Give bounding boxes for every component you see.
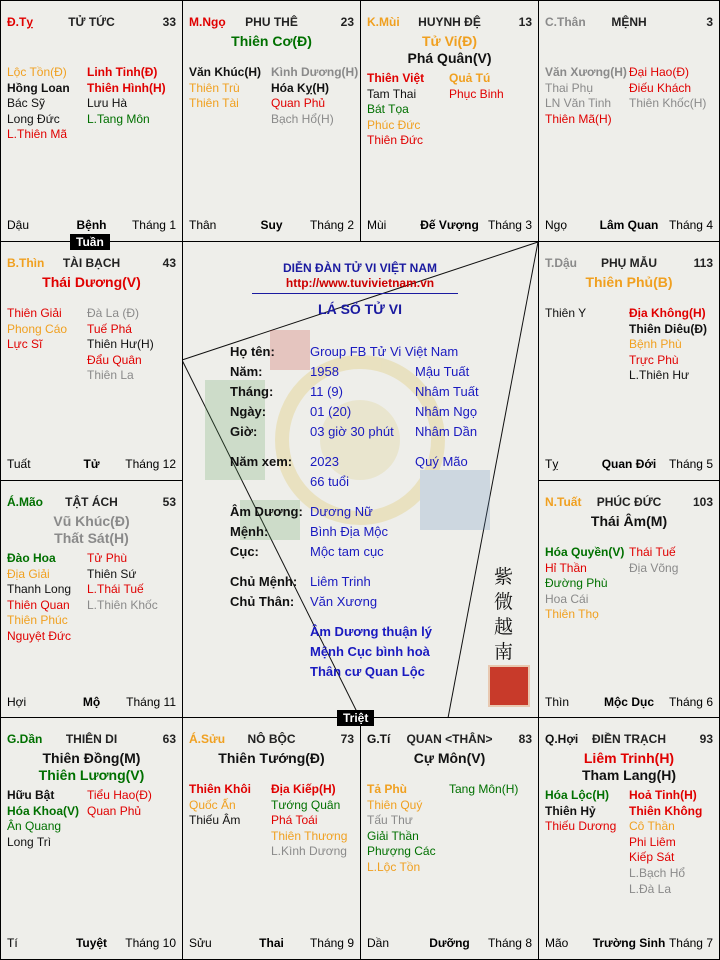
- minor-star: Phong Cáo: [7, 321, 68, 336]
- palace-can-chi: Á.Mão: [7, 495, 43, 509]
- minor-star: Thiên Diêu(Đ): [629, 321, 707, 336]
- minor-star: Hỉ Thần: [545, 560, 587, 575]
- palace-can-chi: B.Thìn: [7, 256, 45, 270]
- site-name: DIỄN ĐÀN TỬ VI VIỆT NAM: [283, 261, 437, 275]
- info-value: 1958: [310, 364, 339, 379]
- minor-star: Đẩu Quân: [87, 352, 142, 367]
- minor-star: L.Thiên Mã: [7, 127, 68, 142]
- palace-number: 103: [692, 495, 713, 509]
- minor-star: Phục Binh: [449, 86, 504, 101]
- info-value: Dương Nữ: [310, 504, 373, 519]
- palace-mui: [360, 0, 539, 242]
- main-star: Thiên Tướng(Đ): [218, 750, 325, 766]
- month-label: Tháng 7: [668, 936, 713, 950]
- seal-character: 紫: [494, 566, 514, 588]
- palace-footer: [367, 936, 532, 951]
- palace-footer: [545, 457, 713, 472]
- minor-star: L.Thiên Khốc: [87, 597, 158, 612]
- palace-hoi: [538, 717, 720, 960]
- palace-tuat: [538, 480, 720, 719]
- left-star-list: [7, 788, 79, 850]
- left-star-list: [545, 788, 616, 835]
- minor-star: Thiên Việt: [367, 71, 425, 85]
- minor-star: Nguyệt Đức: [7, 628, 72, 643]
- info-value-can-chi: Nhâm Tuất: [415, 384, 479, 399]
- info-value: Liêm Trinh: [310, 574, 371, 589]
- minor-star: L.Bạch Hổ: [629, 865, 686, 880]
- palace-number: 43: [162, 256, 176, 270]
- palace-number: 33: [162, 15, 176, 29]
- palace-can-chi: Á.Sửu: [189, 732, 226, 746]
- summary-line: Âm Dương thuận lý: [310, 624, 432, 639]
- minor-star: Thiên Y: [545, 306, 587, 320]
- palace-name: MỆNH: [611, 15, 647, 29]
- minor-star: Lực Sĩ: [7, 337, 43, 352]
- palace-number: 63: [162, 732, 176, 746]
- palace-name: TỬ TỨC: [68, 15, 115, 29]
- main-star: Thái Âm(M): [590, 513, 668, 529]
- seal-character: 南: [494, 641, 514, 663]
- info-value: 66 tuổi: [310, 474, 350, 489]
- palace-number: 13: [518, 15, 532, 29]
- left-star-list: [7, 551, 71, 645]
- palace-header: [367, 732, 532, 748]
- minor-star: Địa Giải: [7, 566, 50, 581]
- minor-star: Quan Phủ: [271, 96, 326, 111]
- palace-footer: [7, 457, 176, 472]
- url-divider: [252, 293, 458, 294]
- palace-ti: [360, 717, 539, 960]
- minor-star: Quả Tú: [449, 71, 491, 85]
- main-star: Thiên Đồng(M): [42, 750, 141, 766]
- life-stage: Trường Sinh: [592, 936, 666, 950]
- palace-can-chi: N.Tuất: [545, 495, 582, 509]
- main-star: Cự Môn(V): [413, 750, 486, 766]
- info-label: Tháng:: [230, 384, 274, 399]
- minor-star: Đà La (Đ): [87, 306, 140, 320]
- minor-star: Quốc Ấn: [189, 797, 236, 812]
- minor-star: Tấu Thư: [367, 813, 413, 828]
- site-url[interactable]: http://www.tuvivietnam.vn: [285, 276, 435, 290]
- triet-tag: Triệt: [337, 710, 374, 726]
- minor-star: Thiên Đức: [367, 133, 424, 148]
- palace-can-chi: G.Tí: [367, 732, 391, 746]
- branch-label: Thìn: [545, 695, 570, 709]
- palace-name: HUYNH ĐỆ: [418, 15, 481, 29]
- palace-ngo: [182, 0, 361, 242]
- palace-can-chi: Q.Hợi: [545, 732, 579, 746]
- minor-star: Văn Xương(H): [545, 65, 627, 79]
- minor-star: Thiếu Dương: [545, 819, 617, 834]
- right-star-list: [629, 788, 702, 897]
- palace-footer: [545, 695, 713, 710]
- minor-star: Hữu Bật: [7, 788, 55, 802]
- right-star-list: [271, 782, 347, 860]
- month-label: Tháng 4: [668, 218, 713, 232]
- palace-name: TẬT ÁCH: [65, 495, 118, 509]
- minor-star: Hồng Loan: [7, 80, 70, 95]
- palace-number: 83: [518, 732, 532, 746]
- minor-star: Bác Sỹ: [7, 96, 46, 111]
- left-star-list: [7, 65, 70, 143]
- minor-star: Hóa Khoa(V): [7, 803, 79, 818]
- palace-can-chi: Đ.Tỵ: [7, 15, 34, 29]
- minor-star: Phi Liêm: [629, 834, 676, 849]
- info-label: Năm xem:: [230, 454, 293, 469]
- left-star-list: [367, 782, 436, 876]
- palace-name: PHỤ MẪU: [601, 256, 657, 270]
- minor-star: Trực Phù: [629, 352, 679, 367]
- info-label: Cục:: [230, 544, 259, 559]
- minor-star: L.Kình Dương: [271, 844, 347, 859]
- seal-stamp-icon: [488, 665, 530, 707]
- palace-name: NÔ BỘC: [247, 732, 296, 746]
- palace-number: 73: [340, 732, 354, 746]
- minor-star: Quan Phủ: [87, 803, 142, 818]
- info-label: Năm:: [230, 364, 263, 379]
- main-star: Vũ Khúc(Đ): [53, 513, 130, 529]
- minor-star: Long Trì: [7, 834, 52, 849]
- minor-star: Thiên Thương: [271, 828, 348, 843]
- info-label: Mệnh:: [230, 524, 269, 539]
- info-label: Chủ Thân:: [230, 594, 295, 609]
- minor-star: Thiên Khôi: [189, 782, 251, 796]
- palace-mao: [0, 480, 183, 719]
- branch-label: Tỵ: [545, 457, 559, 471]
- palace-header: [7, 732, 176, 748]
- minor-star: Hoa Cái: [545, 591, 589, 606]
- minor-star: Thiên Sứ: [87, 566, 137, 581]
- palace-name: TÀI BẠCH: [62, 256, 121, 270]
- palace-dan: [0, 717, 183, 960]
- minor-star: Thanh Long: [7, 582, 72, 597]
- month-label: Tháng 2: [309, 218, 354, 232]
- palace-name: ĐIỀN TRẠCH: [592, 732, 666, 746]
- palace-suu: [182, 717, 361, 960]
- right-star-list: [271, 65, 358, 127]
- life-stage: Lâm Quan: [599, 218, 659, 232]
- branch-label: Tuất: [7, 457, 31, 471]
- branch-label: Tí: [7, 936, 18, 950]
- palace-footer: [545, 218, 713, 233]
- info-label: Âm Dương:: [230, 504, 303, 519]
- minor-star: Hóa Kỵ(H): [271, 80, 330, 95]
- minor-star: Thiên Tài: [189, 96, 239, 111]
- minor-star: L.Đà La: [629, 881, 672, 896]
- minor-star: Địa Võng: [629, 560, 679, 575]
- life-stage: Dưỡng: [429, 936, 470, 950]
- minor-star: Đại Hao(Đ): [629, 65, 690, 79]
- palace-footer: [189, 936, 354, 951]
- minor-star: Thiên Hư(H): [87, 337, 154, 352]
- minor-star: Thiên Giải: [7, 306, 62, 320]
- minor-star: L.Thiên Hư: [629, 368, 690, 383]
- minor-star: Phượng Các: [367, 844, 436, 859]
- palace-number: 3: [706, 15, 713, 29]
- minor-star: Phá Toái: [271, 813, 318, 828]
- minor-star: Địa Không(H): [629, 306, 706, 320]
- minor-star: Thiên Trù: [189, 80, 240, 95]
- left-star-list: [189, 782, 251, 829]
- info-value: Group FB Tử Vi Việt Nam: [310, 344, 459, 359]
- minor-star: Thiên Không: [629, 803, 703, 818]
- info-value-can-chi: Mậu Tuất: [415, 364, 470, 379]
- minor-star: Thiên Quan: [7, 597, 70, 612]
- right-star-list: [629, 306, 707, 384]
- info-value: Mộc tam cục: [310, 544, 384, 559]
- minor-star: Tiểu Hao(Đ): [87, 788, 152, 802]
- summary-line: Thân cư Quan Lộc: [310, 664, 425, 679]
- month-label: Tháng 9: [309, 936, 354, 950]
- month-label: Tháng 8: [487, 936, 532, 950]
- right-star-list: [629, 545, 678, 576]
- minor-star: Tuế Phá: [87, 321, 132, 336]
- palace-header: [7, 495, 176, 511]
- minor-star: Thiên Hỷ: [545, 803, 596, 818]
- palace-name: PHÚC ĐỨC: [596, 495, 662, 509]
- minor-star: Bệnh Phù: [629, 337, 682, 352]
- palace-dau: [538, 241, 720, 481]
- branch-label: Dậu: [7, 218, 30, 232]
- minor-star: Cô Thần: [629, 819, 675, 834]
- branch-label: Hợi: [7, 695, 27, 709]
- minor-star: Thiếu Âm: [189, 813, 241, 828]
- palace-header: [367, 15, 532, 31]
- palace-footer: [7, 936, 176, 951]
- month-label: Tháng 5: [668, 457, 713, 471]
- palace-name: QUAN <THÂN>: [406, 732, 493, 746]
- palace-header: [189, 732, 354, 748]
- month-label: Tháng 11: [126, 695, 176, 709]
- month-label: Tháng 10: [125, 936, 176, 950]
- main-star: Tham Lang(H): [581, 767, 677, 783]
- palace-header: [189, 15, 354, 31]
- minor-star: Tướng Quân: [271, 797, 341, 812]
- minor-star: Thiên La: [87, 368, 134, 383]
- palace-than: [538, 0, 720, 242]
- palace-header: [545, 256, 713, 272]
- minor-star: Địa Kiếp(H): [271, 782, 336, 796]
- left-star-list: [545, 65, 627, 127]
- left-star-list: [7, 306, 67, 353]
- palace-can-chi: K.Mùi: [367, 15, 400, 29]
- minor-star: Linh Tinh(Đ): [87, 65, 158, 79]
- minor-star: Tam Thai: [367, 86, 417, 101]
- info-value: 01 (20): [310, 404, 352, 419]
- palace-number: 93: [699, 732, 713, 746]
- palace-header: [7, 15, 176, 31]
- info-value-can-chi: Nhâm Ngọ: [415, 404, 478, 419]
- info-label: Ngày:: [230, 404, 267, 419]
- minor-star: Điếu Khách: [629, 80, 692, 95]
- palace-header: [7, 256, 176, 272]
- life-stage: Đế Vượng: [420, 218, 479, 232]
- minor-star: Thai Phụ: [545, 80, 594, 95]
- palace-footer: [7, 695, 176, 710]
- tuan-tag: Tuần: [70, 234, 110, 250]
- life-stage: Tuyệt: [75, 936, 108, 950]
- branch-label: Sửu: [189, 936, 212, 950]
- right-star-list: [449, 782, 518, 798]
- info-value: Văn Xương: [310, 594, 378, 609]
- palace-footer: [189, 218, 354, 233]
- palace-number: 113: [693, 256, 713, 270]
- right-star-list: [87, 551, 158, 613]
- info-value: 03 giờ 30 phút: [310, 424, 394, 439]
- minor-star: Giải Thần: [367, 828, 419, 843]
- minor-star: Long Đức: [7, 111, 60, 126]
- palace-footer: [367, 218, 532, 233]
- palace-header: [545, 15, 713, 31]
- chart-title: LÁ SỐ TỬ VI: [318, 301, 402, 317]
- minor-star: Lưu Hà: [87, 96, 128, 111]
- life-stage: Thai: [259, 936, 284, 950]
- right-star-list: [629, 65, 706, 112]
- summary-line: Mệnh Cục bình hoà: [310, 644, 430, 659]
- main-star: Thiên Cơ(Đ): [231, 33, 312, 49]
- info-value-can-chi: Nhâm Dần: [415, 424, 478, 439]
- minor-star: Đào Hoa: [7, 551, 56, 565]
- minor-star: Kình Dương(H): [271, 65, 359, 79]
- palace-footer: [545, 936, 713, 951]
- minor-star: Thái Tuế: [629, 545, 676, 559]
- seal-character: 微: [494, 591, 514, 613]
- info-value-can-chi: Quý Mão: [415, 454, 468, 469]
- main-star: Thiên Lương(V): [38, 767, 145, 783]
- life-stage: Mộc Dục: [603, 695, 654, 709]
- info-label: Giờ:: [230, 424, 258, 439]
- life-stage: Bệnh: [76, 218, 107, 232]
- center-info-panel: [182, 242, 538, 718]
- info-label: Chủ Mệnh:: [230, 574, 298, 589]
- minor-star: Thiên Khốc(H): [629, 96, 707, 111]
- palace-ty: [0, 0, 183, 242]
- left-star-list: [545, 545, 624, 623]
- minor-star: Phúc Đức: [367, 117, 421, 132]
- branch-label: Dần: [367, 936, 390, 950]
- minor-star: L.Lộc Tồn: [367, 859, 421, 874]
- branch-label: Thân: [189, 218, 217, 232]
- palace-name: THIÊN DI: [65, 732, 118, 746]
- minor-star: Tử Phù: [87, 551, 128, 565]
- minor-star: Bạch Hổ(H): [271, 111, 334, 126]
- palace-can-chi: C.Thân: [545, 15, 586, 29]
- minor-star: Hóa Lộc(H): [545, 788, 609, 802]
- month-label: Tháng 12: [125, 457, 176, 471]
- minor-star: Thiên Mã(H): [545, 111, 612, 126]
- left-star-list: [189, 65, 261, 112]
- life-stage: Suy: [260, 218, 283, 232]
- month-label: Tháng 6: [668, 695, 713, 709]
- main-star: Phá Quân(V): [407, 50, 492, 66]
- minor-star: Hoả Tinh(H): [629, 788, 697, 802]
- minor-star: Thiên Thọ: [545, 607, 599, 622]
- right-star-list: [87, 306, 154, 384]
- main-star: Liêm Trinh(H): [583, 750, 675, 766]
- info-value: 2023: [310, 454, 339, 469]
- left-star-list: [367, 71, 424, 149]
- info-value: Bình Địa Mộc: [310, 524, 389, 539]
- palace-header: [545, 495, 713, 511]
- minor-star: Ân Quang: [7, 819, 62, 834]
- palace-can-chi: M.Ngọ: [189, 15, 226, 29]
- life-stage: Mộ: [82, 695, 101, 709]
- right-star-list: [87, 788, 152, 819]
- branch-label: Mão: [545, 936, 569, 950]
- life-stage: Tử: [83, 457, 100, 471]
- palace-footer: [7, 218, 176, 233]
- main-star: Thái Dương(V): [42, 274, 141, 290]
- month-label: Tháng 3: [487, 218, 532, 232]
- palace-can-chi: G.Dần: [7, 732, 43, 746]
- minor-star: Bát Tọa: [367, 102, 409, 117]
- minor-star: Kiếp Sát: [629, 850, 675, 865]
- minor-star: Tả Phù: [367, 782, 408, 796]
- palace-can-chi: T.Dậu: [545, 256, 578, 270]
- left-star-list: [545, 306, 586, 322]
- minor-star: Văn Khúc(H): [189, 65, 261, 79]
- info-value: 11 (9): [310, 384, 343, 399]
- minor-star: Hóa Quyền(V): [545, 545, 625, 559]
- right-star-list: [87, 65, 166, 127]
- palace-thin: [0, 241, 183, 481]
- minor-star: Đường Phù: [545, 576, 608, 591]
- life-stage: Quan Đới: [601, 457, 657, 471]
- month-label: Tháng 1: [131, 218, 176, 232]
- palace-name: PHU THÊ: [245, 15, 298, 29]
- minor-star: Tang Môn(H): [449, 782, 519, 796]
- minor-star: Lộc Tồn(Đ): [7, 65, 67, 79]
- minor-star: L.Thái Tuế: [87, 582, 144, 597]
- palace-header: [545, 732, 713, 748]
- minor-star: Thiên Quý: [367, 797, 423, 812]
- branch-label: Ngọ: [545, 218, 568, 232]
- minor-star: Thiên Hình(H): [87, 80, 166, 95]
- minor-star: LN Văn Tinh: [545, 96, 612, 111]
- minor-star: Thiên Phúc: [7, 613, 68, 628]
- main-star: Thất Sát(H): [54, 530, 129, 546]
- seal-character: 越: [494, 616, 514, 638]
- info-label: Họ tên:: [230, 344, 275, 359]
- right-star-list: [449, 71, 504, 102]
- palace-number: 23: [340, 15, 354, 29]
- palace-number: 53: [162, 495, 176, 509]
- minor-star: L.Tang Môn: [87, 111, 150, 126]
- branch-label: Mùi: [367, 218, 387, 232]
- main-star: Tử Vi(Đ): [422, 33, 477, 49]
- main-star: Thiên Phủ(B): [585, 274, 673, 290]
